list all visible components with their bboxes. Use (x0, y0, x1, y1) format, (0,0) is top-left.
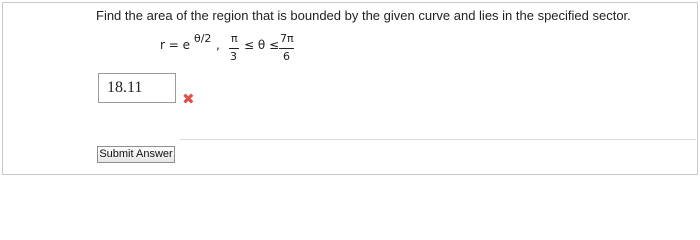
inequality: ≤ θ ≤ (244, 38, 280, 52)
equation-exponent: θ/2 (194, 32, 212, 45)
upper-bound-denominator: 6 (283, 50, 290, 63)
question-prompt: Find the area of the region that is bounded by the given curve and lies in the specified sector. (96, 8, 631, 23)
upper-bound-fraction-bar (279, 48, 294, 49)
lower-bound-numerator: π (231, 32, 238, 45)
math-expression (146, 32, 346, 72)
divider (180, 139, 696, 140)
equation-separator: , (216, 38, 220, 52)
upper-bound-numerator: 7π (280, 32, 294, 45)
answer-input[interactable]: 18.11 (98, 73, 176, 103)
cross-icon: ✖ (182, 90, 195, 108)
lower-bound-fraction-bar (229, 48, 239, 49)
equation-lhs: r = e (160, 38, 190, 52)
submit-answer-button[interactable]: Submit Answer (97, 146, 175, 163)
lower-bound-denominator: 3 (230, 50, 237, 63)
